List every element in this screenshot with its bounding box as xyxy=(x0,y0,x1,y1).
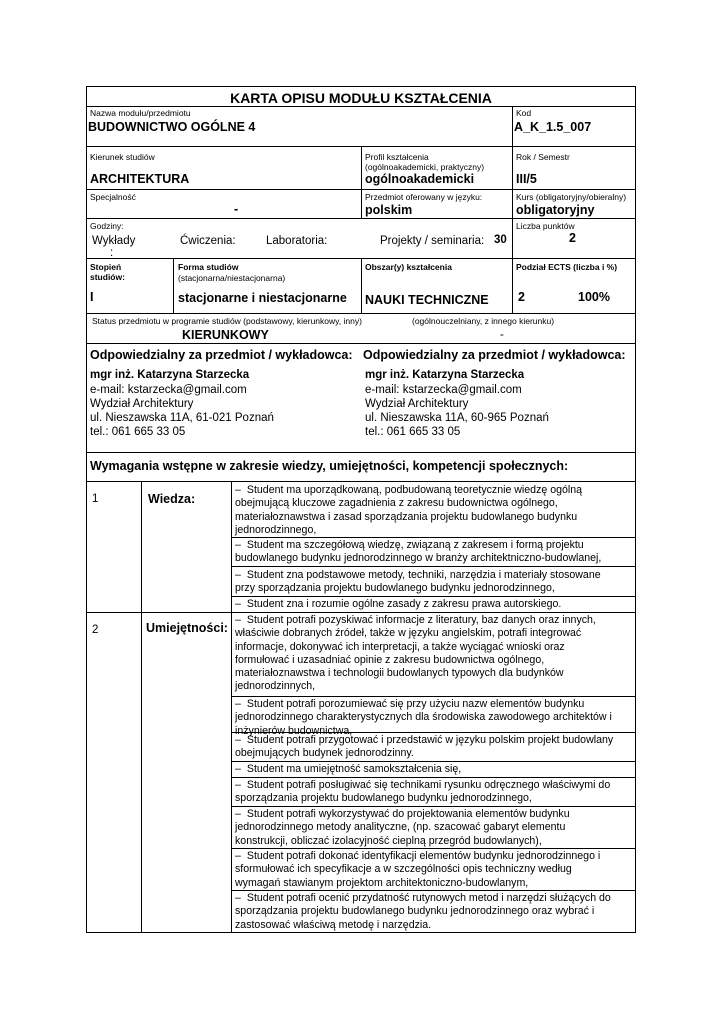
requirements-heading: Wymagania wstępne w zakresie wiedzy, umiejętności, kompetencji społecznych: xyxy=(90,459,569,473)
skills-item: – Student potrafi wykorzystywać do projektowania elementów budynku jednorodzinnego metody analityczne, (np. szacować gabaryt elementu konstrukcji, obliczać izolacyjność cieplną przegród budowlanych), xyxy=(235,808,570,847)
course-type-label: Kurs (obligatoryjny/obieralny) xyxy=(516,192,627,202)
module-name: BUDOWNICTWO OGÓLNE 4 xyxy=(88,120,256,134)
skills-number: 2 xyxy=(92,624,99,636)
projects-value: 30 xyxy=(494,234,507,246)
responsible-right-phone: tel.: 061 665 33 05 xyxy=(365,426,461,438)
profile-label: Profil kształcenia xyxy=(365,152,429,162)
page-title: KARTA OPISU MODUŁU KSZTAŁCENIA xyxy=(230,90,492,106)
exercises-label: Ćwiczenia: xyxy=(180,235,236,247)
hours-label: Godziny: xyxy=(90,221,124,231)
skills-label: Umiejętności: xyxy=(146,621,228,635)
status-value-2: - xyxy=(500,329,504,341)
module-code: A_K_1.5_007 xyxy=(514,120,592,134)
bullet-dash: – xyxy=(235,569,241,581)
bullet-dash: – xyxy=(235,539,241,551)
language-value: polskim xyxy=(365,203,413,217)
area-value: NAUKI TECHNICZNE xyxy=(365,293,489,307)
module-label: Nazwa modułu/przedmiotu xyxy=(90,108,191,118)
status-label: Status przedmiotu w programie studiów (podstawowy, kierunkowy, inny) xyxy=(92,316,362,326)
bullet-dash: – xyxy=(235,850,241,862)
responsible-left-heading: Odpowiedzialny za przedmiot / wykładowca: xyxy=(90,348,353,362)
knowledge-item: – Student ma uporządkowaną, podbudowaną teoretycznie wiedzę ogólną obejmującą kluczowe zagadnienia z zakresu budownictwa ogólnego, materiałoznawstwa i zasad sporządzania projektu budowlanego budynku jednorodzinnego, xyxy=(235,484,583,536)
responsible-right-name: mgr inż. Katarzyna Starzecka xyxy=(365,369,525,381)
lectures-value: : xyxy=(110,247,114,259)
laboratory-label: Laboratoria: xyxy=(266,235,328,247)
form-value: stacjonarne i niestacjonarne xyxy=(178,291,347,305)
field-label: Kierunek studiów xyxy=(90,152,155,162)
profile-value: ogólnoakademicki xyxy=(365,172,475,186)
bullet-dash: – xyxy=(235,808,241,820)
bullet-dash: – xyxy=(235,698,241,710)
skills-item: – Student potrafi przygotować i przedstawić w języku polskim projekt budowlany obejmujących budynek jednorodzinny. xyxy=(235,734,614,760)
profile-sublabel: (ogólnoakademicki, praktyczny) xyxy=(365,162,485,172)
ects-label: Podział ECTS (liczba i %) xyxy=(516,262,618,272)
knowledge-label: Wiedza: xyxy=(148,492,196,506)
responsible-left-phone: tel.: 061 665 33 05 xyxy=(90,426,186,438)
area-label: Obszar(y) kształcenia xyxy=(365,262,452,272)
points-label: Liczba punktów xyxy=(516,221,575,231)
knowledge-item: – Student zna podstawowe metody, techniki, narzędzia i materiały stosowane przy sporządzania projektu budowlanego budynku jednorodzinnego, xyxy=(235,569,601,595)
specialty-value: - xyxy=(234,202,239,216)
course-type-value: obligatoryjny xyxy=(516,203,595,217)
bullet-dash: – xyxy=(235,598,241,610)
bullet-dash: – xyxy=(235,614,241,626)
responsible-left-dept: Wydział Architektury xyxy=(90,398,194,410)
field-value: ARCHITEKTURA xyxy=(90,172,190,186)
status-label-2: (ogólnouczelniany, z innego kierunku) xyxy=(412,316,555,326)
skills-item: – Student potrafi pozyskiwać informacje z literatury, baz danych oraz innych, właściwie dobranych źródeł, także w języku angielskim, potrafi integrować informacje, dokonywać ich interpretacji, a także wyciągać wnioski oraz formułować i uzasadniać opinie z zakresu budownictwa ogólnego, materiałoznawstwa i technologii budowlanych typowych dla budynków jednorodzinnych, xyxy=(235,614,596,693)
specialty-label: Specjalność xyxy=(90,192,136,202)
language-label: Przedmiot oferowany w języku: xyxy=(365,192,483,202)
degree-label: Stopień studiów: xyxy=(90,262,125,282)
responsible-right-address: ul. Nieszawska 11A, 60-965 Poznań xyxy=(365,412,549,424)
knowledge-item: – Student ma szczegółową wiedzę, związaną z zakresem i formą projektu budowlanego budynku jednorodzinnego w branży architektniczno-budowlanej, xyxy=(235,539,602,565)
points-value: 2 xyxy=(569,231,576,245)
projects-label: Projekty / seminaria: xyxy=(380,235,485,247)
skills-item: – Student ma umiejętność samokształcenia się, xyxy=(235,763,462,775)
responsible-right-heading: Odpowiedzialny za przedmiot / wykładowca: xyxy=(363,348,626,362)
skills-item: – Student potrafi dokonać identyfikacji elementów budynku jednorodzinnego i sformułować ich specyfikacje a w szczególności opis techniczny według wymagań stawianym projektom architektoniczno-budowlanym, xyxy=(235,850,601,889)
ects-percent: 100% xyxy=(578,290,610,304)
knowledge-number: 1 xyxy=(92,493,99,505)
bullet-dash: – xyxy=(235,892,241,904)
form-sublabel: (stacjonarna/niestacjonarna) xyxy=(178,273,286,283)
degree-value: I xyxy=(90,290,94,304)
status-value: KIERUNKOWY xyxy=(182,328,269,342)
responsible-right-email: e-mail: kstarzecka@gmail.com xyxy=(365,384,522,396)
ects-value: 2 xyxy=(518,290,525,304)
skills-item: – Student potrafi posługiwać się technikami rysunku odręcznego właściwymi do sporządzania projektu budowlanego budynku jednorodzinnego, xyxy=(235,779,611,805)
knowledge-item: – Student zna i rozumie ogólne zasady z zakresu prawa autorskiego. xyxy=(235,598,562,610)
form-label: Forma studiów xyxy=(178,262,239,272)
bullet-dash: – xyxy=(235,734,241,746)
lectures-label: Wykłady xyxy=(92,235,136,247)
responsible-right-dept: Wydział Architektury xyxy=(365,398,469,410)
responsible-left-name: mgr inż. Katarzyna Starzecka xyxy=(90,369,250,381)
skills-item: – Student potrafi porozumiewać się przy użyciu nazw elementów budynku jednorodzinnego charakterystycznych dla środowiska zawodowego architektów i inżynierów budownictwa, xyxy=(235,698,612,737)
skills-item: – Student potrafi ocenić przydatność rutynowych metod i narzędzi służących do sporządzania projektu budowlanego budynku jednorodzinnego oraz wybrać i zastosować właściwą metodę i narzędzia. xyxy=(235,892,611,931)
bullet-dash: – xyxy=(235,763,241,775)
code-label: Kod xyxy=(516,108,532,118)
year-value: III/5 xyxy=(516,172,537,186)
bullet-dash: – xyxy=(235,484,241,496)
bullet-dash: – xyxy=(235,779,241,791)
responsible-left-address: ul. Nieszawska 11A, 61-021 Poznań xyxy=(90,412,274,424)
responsible-left-email: e-mail: kstarzecka@gmail.com xyxy=(90,384,247,396)
year-label: Rok / Semestr xyxy=(516,152,570,162)
